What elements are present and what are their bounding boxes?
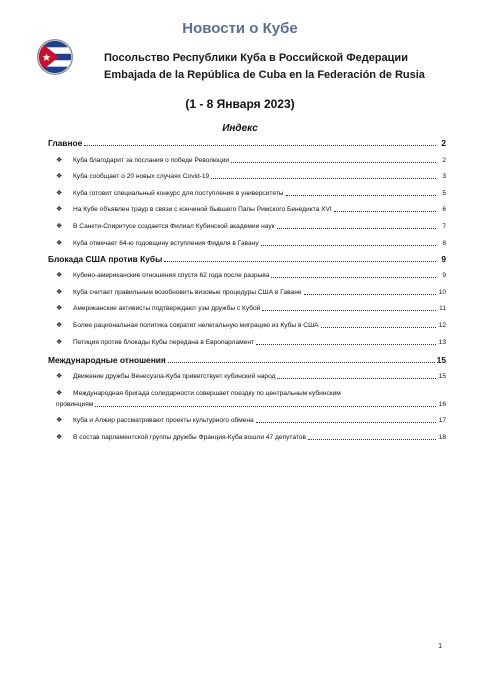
diamond-bullet-icon: ❖ bbox=[56, 288, 63, 296]
page-number: 1 bbox=[438, 643, 442, 650]
toc-item-title: Американские активисты подтверждают узы дружбы с Кубой bbox=[73, 305, 261, 313]
diamond-bullet-icon: ❖ bbox=[56, 305, 63, 313]
diamond-bullet-icon: ❖ bbox=[56, 417, 63, 425]
toc-page-number: 2 bbox=[441, 138, 446, 148]
embassy-name-spanish: Embajada de la República de Cuba en la Federación de Rusia bbox=[104, 69, 425, 81]
toc-item-title: Куба благодарит за послания о победе Революции bbox=[73, 156, 230, 164]
diamond-bullet-icon: ❖ bbox=[56, 338, 63, 346]
leader-dots bbox=[321, 327, 436, 328]
toc-section-us-blockade[interactable] bbox=[48, 253, 446, 264]
toc-page-number: 7 bbox=[442, 222, 446, 230]
leader-dots bbox=[277, 378, 436, 379]
diamond-bullet-icon: ❖ bbox=[56, 173, 63, 181]
toc-page-number: 6 bbox=[442, 206, 446, 214]
diamond-bullet-icon: ❖ bbox=[56, 239, 63, 247]
leader-dots bbox=[271, 277, 436, 278]
leader-dots bbox=[211, 178, 436, 179]
toc-item-line2 bbox=[56, 400, 446, 409]
toc-item[interactable] bbox=[48, 416, 446, 425]
embassy-name-russian: Посольство Республики Куба в Российской Федерации bbox=[104, 52, 408, 64]
leader-dots bbox=[261, 245, 436, 246]
toc-item[interactable] bbox=[48, 321, 446, 330]
leader-dots bbox=[304, 294, 436, 295]
leader-dots bbox=[256, 422, 436, 423]
toc-item[interactable] bbox=[48, 372, 446, 381]
diamond-bullet-icon: ❖ bbox=[56, 156, 63, 164]
toc-item[interactable] bbox=[48, 304, 446, 313]
toc-section-title: Главное bbox=[48, 138, 83, 148]
toc-page-number: 15 bbox=[438, 373, 446, 381]
diamond-bullet-icon: ❖ bbox=[56, 222, 63, 230]
toc-page-number: 3 bbox=[442, 173, 446, 181]
diamond-bullet-icon: ❖ bbox=[56, 433, 63, 441]
leader-dots bbox=[95, 406, 436, 407]
toc-page-number: 10 bbox=[438, 288, 446, 296]
toc-page-number: 15 bbox=[436, 354, 446, 365]
toc-item[interactable] bbox=[48, 172, 446, 181]
toc-item[interactable] bbox=[48, 239, 446, 248]
toc-page-number: 9 bbox=[442, 272, 446, 280]
leader-dots bbox=[308, 439, 436, 440]
toc-item[interactable] bbox=[48, 156, 446, 165]
toc-page-number: 5 bbox=[442, 189, 446, 197]
toc-item-title: Куба считает правильным возобновить визовые процедуры США в Гаване bbox=[73, 288, 302, 296]
cuba-flag-emblem-icon bbox=[36, 38, 74, 76]
toc-page-number: 8 bbox=[442, 239, 446, 247]
toc-page-number: 16 bbox=[438, 400, 446, 408]
diamond-bullet-icon: ❖ bbox=[56, 189, 63, 197]
toc-item[interactable] bbox=[48, 222, 446, 231]
toc-page-number: 11 bbox=[439, 305, 446, 313]
diamond-bullet-icon: ❖ bbox=[56, 373, 63, 381]
diamond-bullet-icon: ❖ bbox=[56, 206, 63, 214]
index-heading: Индекс bbox=[222, 123, 258, 134]
toc-item-title: Куба отмечает 64-ю годовщину вступления Фиделя в Гавану bbox=[73, 239, 259, 247]
leader-dots bbox=[164, 261, 436, 262]
newsletter-title: Новости о Кубе bbox=[182, 20, 298, 37]
toc-item[interactable] bbox=[48, 288, 446, 297]
toc-item-title: Движение дружбы Венесуэла-Куба приветствует кубинский народ bbox=[73, 373, 276, 381]
toc-item-title-line2: провинциям bbox=[56, 400, 94, 408]
toc-item[interactable] bbox=[48, 389, 446, 409]
toc-item[interactable] bbox=[48, 433, 446, 442]
toc-section-title: Международные отношения bbox=[48, 354, 166, 365]
toc-page-number: 17 bbox=[438, 417, 446, 425]
leader-dots bbox=[231, 162, 436, 163]
toc-item-title-line1: Международная бригада солидарности совершает поездку по центральным кубинским bbox=[73, 389, 341, 397]
toc-section-main[interactable] bbox=[48, 137, 446, 148]
diamond-bullet-icon: ❖ bbox=[56, 272, 63, 280]
toc-page-number: 9 bbox=[441, 253, 446, 264]
toc-item[interactable] bbox=[48, 189, 446, 198]
diamond-bullet-icon: ❖ bbox=[56, 321, 63, 329]
table-of-contents bbox=[48, 137, 446, 442]
toc-item-title: Кубино-американские отношения спустя 62 года после разрыва bbox=[73, 272, 270, 280]
toc-page-number: 12 bbox=[438, 321, 446, 329]
toc-item-title: Петиция против блокады Кубы передана в Европарламент bbox=[73, 338, 255, 346]
toc-item[interactable] bbox=[48, 205, 446, 214]
toc-page-number: 18 bbox=[438, 433, 446, 441]
toc-section-international-relations[interactable] bbox=[48, 354, 446, 365]
toc-item-title: Куба и Алжир рассматривают проекты культурного обмена bbox=[73, 417, 254, 425]
toc-page-number: 13 bbox=[438, 338, 446, 346]
toc-page-number: 2 bbox=[442, 156, 446, 164]
leader-dots bbox=[84, 145, 436, 146]
leader-dots bbox=[334, 211, 436, 212]
toc-item-title: Куба готовит специальный конкурс для поступления в университеты bbox=[73, 189, 284, 197]
toc-item-title: Более рациональная политика сократит нелегальную миграцию из Кубы в США bbox=[73, 321, 319, 329]
leader-dots bbox=[277, 228, 436, 229]
leader-dots bbox=[286, 195, 436, 196]
toc-item[interactable] bbox=[48, 271, 446, 280]
leader-dots bbox=[262, 310, 436, 311]
toc-item-title: В Санкти-Спиритусе создается Филиал Кубинской академии наук bbox=[73, 222, 275, 230]
diamond-bullet-icon: ❖ bbox=[56, 389, 63, 397]
toc-item-title: В состав парламентской группы дружбы Франция-Куба вошли 47 депутатов bbox=[73, 433, 307, 441]
leader-dots bbox=[168, 362, 435, 363]
toc-item-title: Куба сообщает о 20 новых случаях Covid-19 bbox=[73, 173, 210, 181]
leader-dots bbox=[256, 344, 436, 345]
date-range: (1 - 8 Января 2023) bbox=[185, 97, 295, 111]
toc-item-title: На Кубе объявлен траур в связи с кончиной бывшего Папы Римского Бенедикта XVI bbox=[73, 206, 332, 214]
toc-section-title: Блокада США против Кубы bbox=[48, 253, 163, 264]
toc-item[interactable] bbox=[48, 338, 446, 347]
